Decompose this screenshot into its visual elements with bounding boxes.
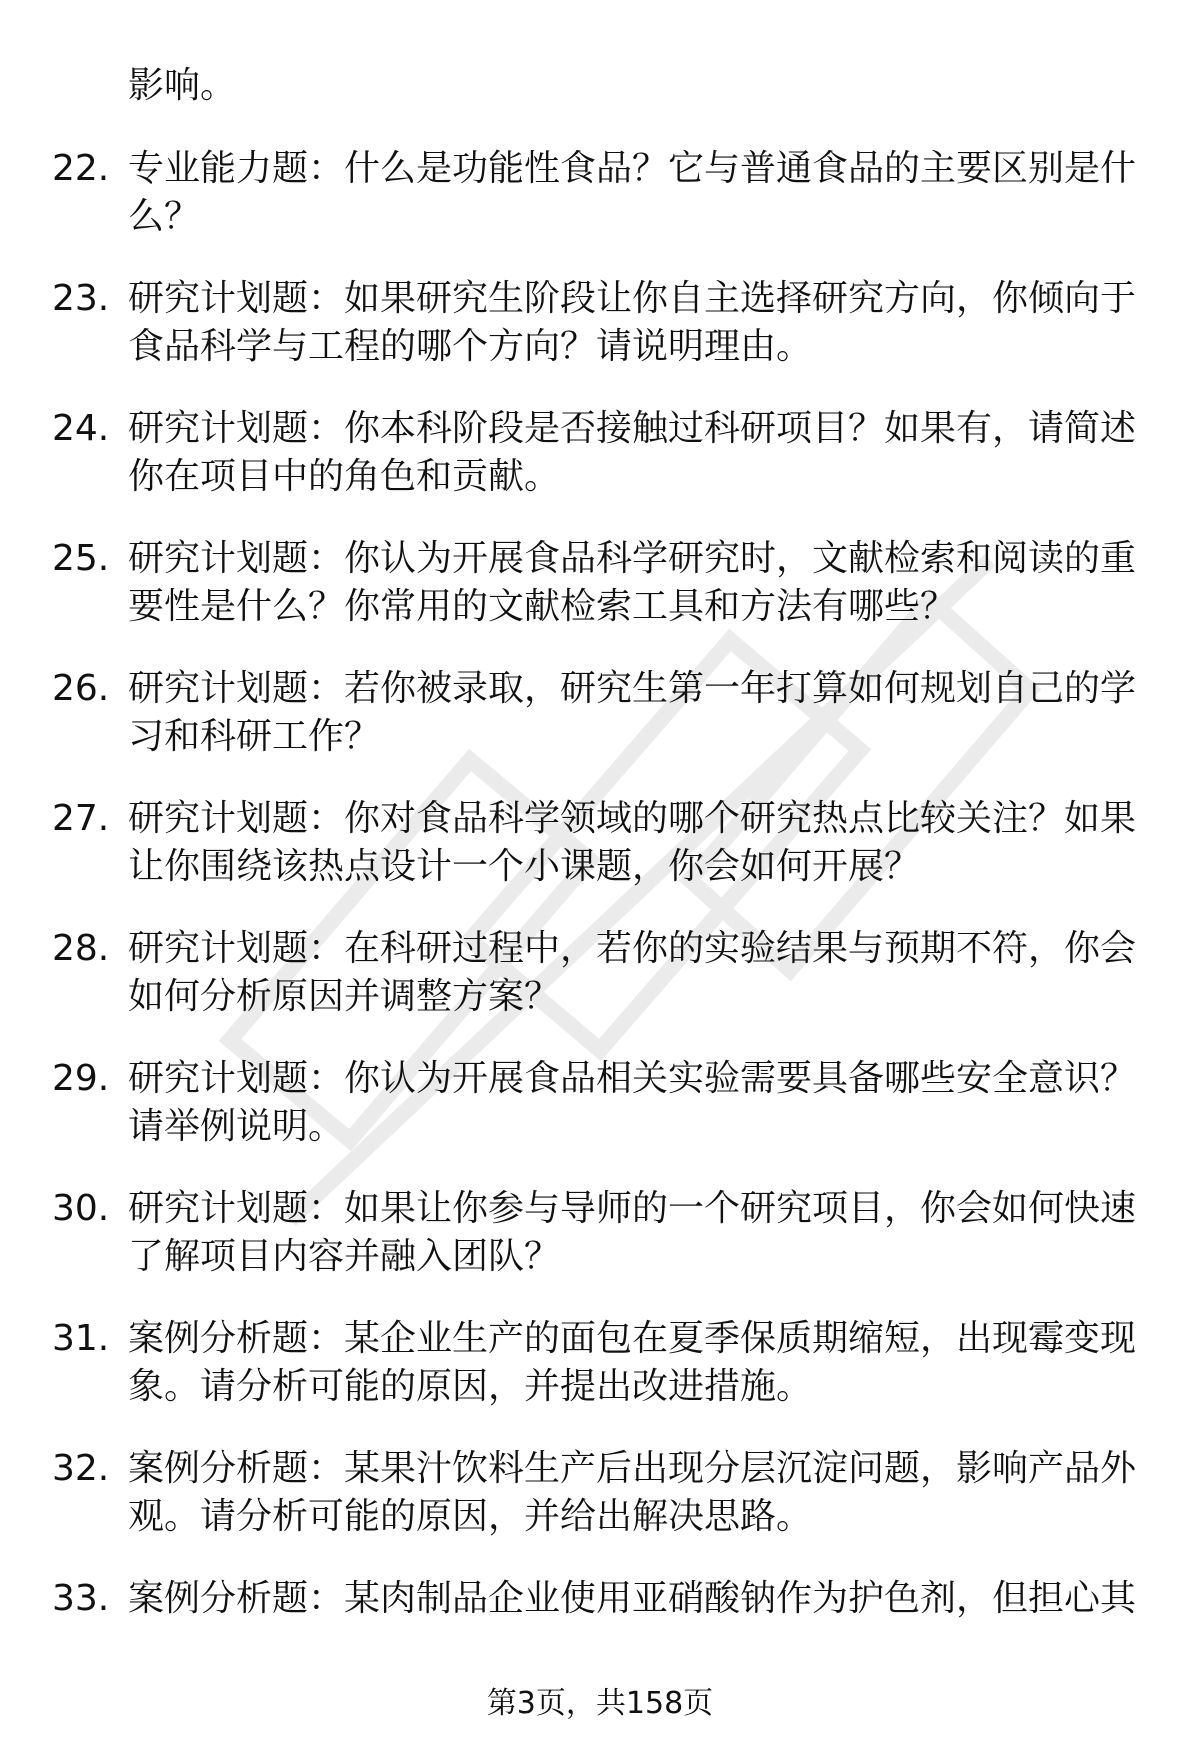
question-line: 研究计划题：你对食品科学领域的哪个研究热点比较关注？如果 — [128, 798, 1137, 839]
question-line: 象。请分析可能的原因，并提出改进措施。 — [128, 1366, 813, 1407]
question-number: 30. — [52, 1188, 110, 1229]
question-number: 25. — [52, 538, 110, 579]
question-line: 了解项目内容并融入团队？ — [128, 1236, 561, 1277]
question-item — [0, 535, 1200, 631]
question-item — [0, 1445, 1200, 1541]
question-item — [0, 1185, 1200, 1281]
question-number: 23. — [52, 278, 110, 319]
question-line: 研究计划题：若你被录取，研究生第一年打算如何规划自己的学 — [128, 668, 1137, 709]
question-number: 28. — [52, 928, 110, 969]
question-text — [128, 1185, 1140, 1281]
question-line: 研究计划题：你本科阶段是否接触过科研项目？如果有，请简述 — [128, 408, 1137, 449]
question-number: 22. — [52, 148, 110, 189]
question-line: 食品科学与工程的哪个方向？请说明理由。 — [128, 326, 813, 367]
question-item — [0, 665, 1200, 761]
question-line: 案例分析题：某肉制品企业使用亚硝酸钠作为护色剂，但担心其 — [128, 1578, 1137, 1619]
page-footer: 第3页，共158页 — [486, 1686, 714, 1721]
question-line: 专业能力题：什么是功能性食品？它与普通食品的主要区别是什 — [128, 148, 1137, 189]
question-line: 研究计划题：你认为开展食品科学研究时，文献检索和阅读的重 — [128, 538, 1137, 579]
question-item — [0, 1315, 1200, 1411]
question-line: 让你围绕该热点设计一个小课题，你会如何开展？ — [128, 846, 921, 887]
question-line: 观。请分析可能的原因，并给出解决思路。 — [128, 1496, 813, 1537]
question-number: 27. — [52, 798, 110, 839]
question-text — [128, 275, 1140, 371]
question-text — [128, 535, 1140, 631]
question-text — [128, 925, 1140, 1021]
question-item — [0, 1055, 1200, 1151]
question-line: 么？ — [128, 196, 201, 237]
question-text — [128, 1445, 1140, 1541]
question-line: 研究计划题：在科研过程中，若你的实验结果与预期不符，你会 — [128, 928, 1137, 969]
question-list — [0, 145, 1200, 1657]
question-line: 研究计划题：你认为开展食品相关实验需要具备哪些安全意识？ — [128, 1058, 1137, 1099]
question-text — [128, 1575, 1140, 1623]
question-line: 研究计划题：如果研究生阶段让你自主选择研究方向，你倾向于 — [128, 278, 1137, 319]
question-line: 如何分析原因并调整方案？ — [128, 976, 561, 1017]
question-number: 29. — [52, 1058, 110, 1099]
question-number: 33. — [52, 1578, 110, 1619]
question-text — [128, 1315, 1140, 1411]
question-text — [128, 145, 1140, 241]
question-text — [128, 405, 1140, 501]
question-item — [0, 925, 1200, 1021]
question-text — [128, 795, 1140, 891]
question-number: 26. — [52, 668, 110, 709]
question-line: 案例分析题：某果汁饮料生产后出现分层沉淀问题，影响产品外 — [128, 1448, 1137, 1489]
question-text — [128, 1055, 1140, 1151]
question-item — [0, 275, 1200, 371]
question-item — [0, 795, 1200, 891]
question-text — [128, 665, 1140, 761]
continuation-text: 影响。 — [128, 65, 237, 106]
question-number: 32. — [52, 1448, 110, 1489]
question-line: 要性是什么？你常用的文献检索工具和方法有哪些？ — [128, 586, 957, 627]
question-line: 习和科研工作？ — [128, 716, 381, 757]
question-item — [0, 405, 1200, 501]
question-item — [0, 1575, 1200, 1623]
question-line: 你在项目中的角色和贡献。 — [128, 456, 561, 497]
question-line: 案例分析题：某企业生产的面包在夏季保质期缩短，出现霉变现 — [128, 1318, 1137, 1359]
question-line: 研究计划题：如果让你参与导师的一个研究项目，你会如何快速 — [128, 1188, 1137, 1229]
question-number: 24. — [52, 408, 110, 449]
question-number: 31. — [52, 1318, 110, 1359]
question-item — [0, 145, 1200, 241]
question-line: 请举例说明。 — [128, 1106, 345, 1147]
